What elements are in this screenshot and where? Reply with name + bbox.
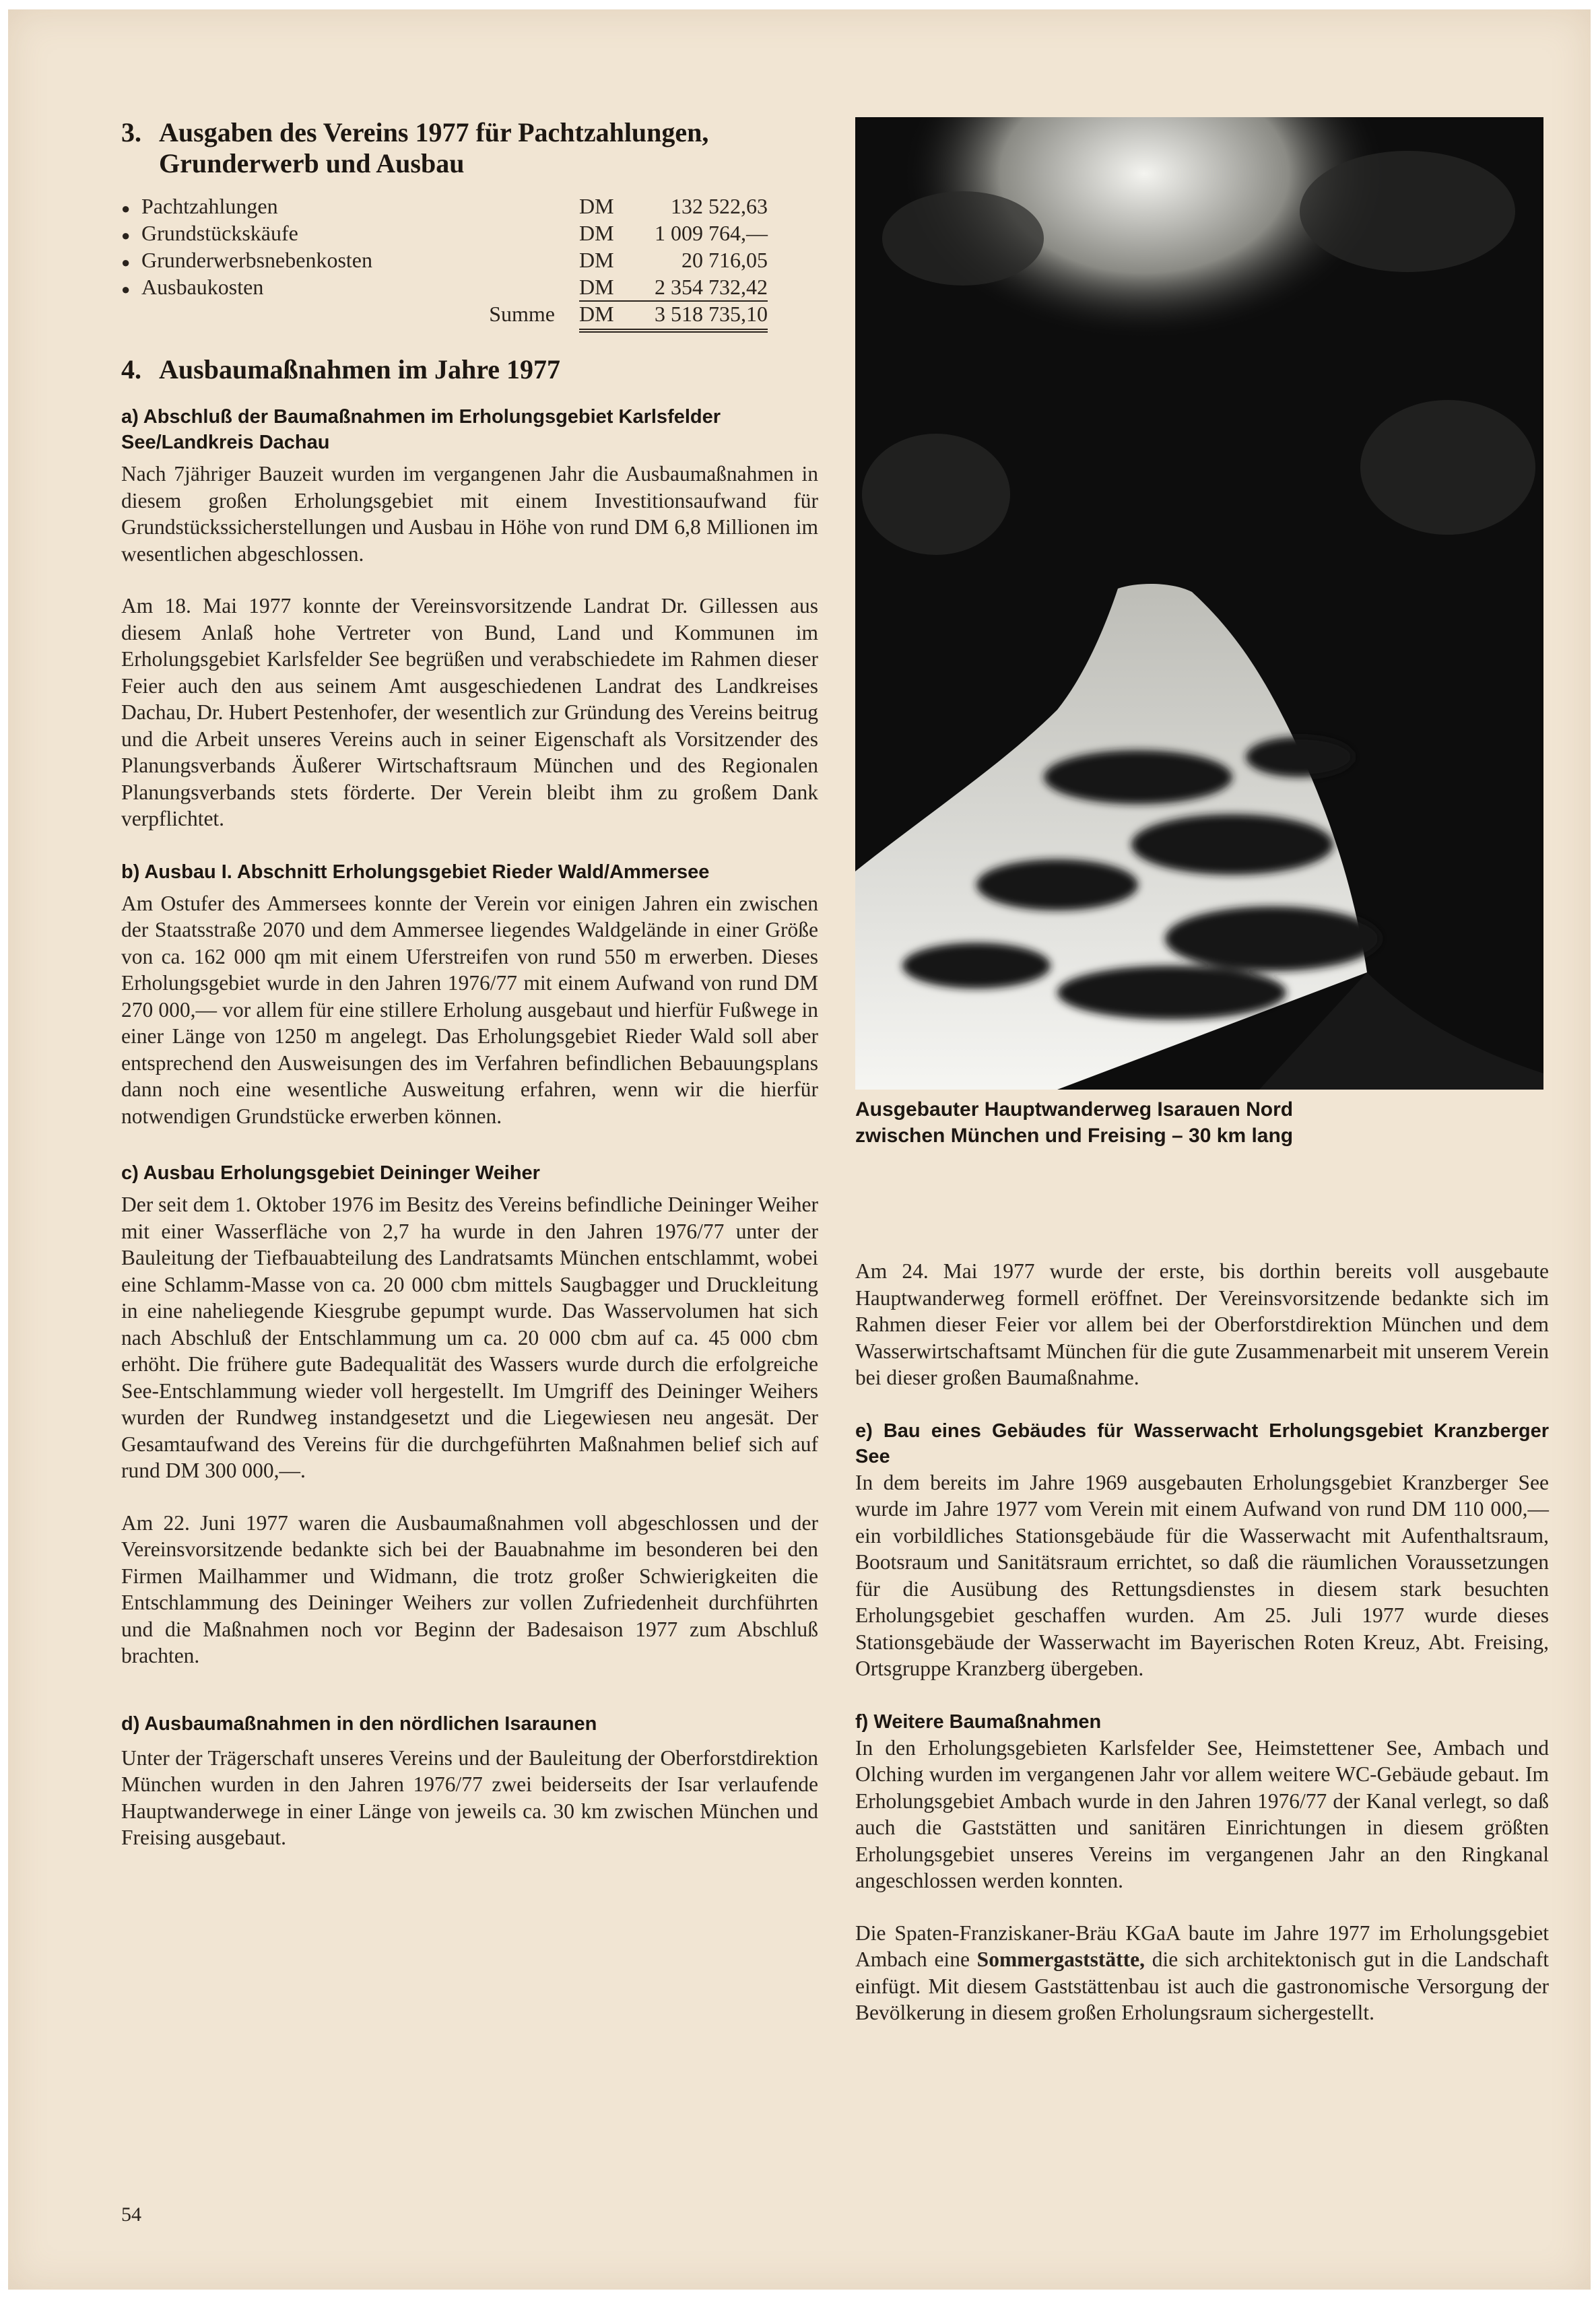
row-label: Grunderwerbsnebenkosten xyxy=(141,248,372,272)
table-row xyxy=(121,246,818,273)
row-amount: 1 009 764,— xyxy=(655,221,768,245)
section-3-title: Ausgaben des Vereins 1977 für Pachtzahlungen, Grunderwerb und Ausbau xyxy=(159,117,709,178)
forest-path-photo xyxy=(855,117,1543,1090)
row-label: Pachtzahlungen xyxy=(141,194,278,218)
paragraph: Am 24. Mai 1977 wurde der erste, bis dorthin bereits voll ausgebaute Hauptwanderweg formell eröffnet. Der Vereinsvorsitzende bedankte sich im Rahmen dieser Feier vor allem bei der Oberforstdirektion München und dem Wasserwirtschaftsamt München für die gute Zusammenarbeit mit unserem Verein bei dieser großen Baumaßnahme. xyxy=(855,1259,1549,1389)
caption-line-2: zwischen München und Freising – 30 km lang xyxy=(855,1125,1294,1147)
subsection-c-heading: c) Ausbau Erholungsgebiet Deininger Weiher xyxy=(121,1162,540,1184)
sum-currency: DM xyxy=(579,302,614,326)
section-4-number: 4. xyxy=(121,354,141,385)
section-4-title: Ausbaumaßnahmen im Jahre 1977 xyxy=(159,354,561,385)
caption-line-1: Ausgebauter Hauptwanderweg Isarauen Nord xyxy=(855,1098,1294,1121)
paragraph: Der seit dem 1. Oktober 1976 im Besitz des Vereins befindliche Deininger Weiher mit einer Wasserfläche von 2,7 ha wurde in den Jahren 1976/77 unter der Bauleitung der Tiefbauabteilung des Landratsamts München entschlammt, wobei eine Schlamm-Masse von ca. 20 000 cbm mittels Saugbagger und Druckleitung in eine naheliegende Kiesgrube gepumpt wurde. Das Wasservolumen hat sich nach Abschluß der Entschlammung um ca. 20 000 cbm auf ca. 45 000 cbm erhöht. Die frühere gute Badequalität des Wassers wurde durch die erfolgreiche See-Entschlammung wieder voll hergestellt. Im Umgriff des Deininger Weihers wurden der Rundweg instandgesetzt und die Liegewiesen neu angesät. Der Gesamtaufwand des Vereins für die durchgeführten Maßnahmen belief sich auf rund DM 300 000,—. xyxy=(121,1193,818,1482)
section-3-number: 3. xyxy=(121,117,141,147)
paragraph: Unter der Trägerschaft unseres Vereins und der Bauleitung der Oberforstdirektion München wurden in den Jahren 1976/77 zwei beiderseits der Isar verlaufende Hauptwanderwege in einer Länge von jeweils ca. 30 km zwischen München und Freising ausgebaut. xyxy=(121,1745,818,1849)
row-currency: DM xyxy=(579,221,614,245)
right-column xyxy=(855,117,1549,2026)
row-amount: 132 522,63 xyxy=(671,194,768,218)
bullet-icon: ● xyxy=(121,254,131,271)
photo-caption xyxy=(855,1096,1549,1149)
sum-label: Summe xyxy=(489,302,555,326)
text-span: die sich architektonisch gut in die Landschaft einfügt. Mit diesem Gaststättenbau ist auch die gastronomische Versorgung der Bevölkerung in diesem großen Erholungsraum sichergestellt. xyxy=(855,1948,1549,2024)
row-currency: DM xyxy=(579,275,614,299)
subsection-f-heading: f) Weitere Baumaßnahmen xyxy=(855,1710,1102,1733)
row-amount: 20 716,05 xyxy=(681,248,768,272)
left-column xyxy=(121,117,818,1851)
subsection-d-heading: d) Ausbaumaßnahmen in den nördlichen Isaraunen xyxy=(121,1712,597,1735)
subsection-a-heading: a) Abschluß der Baumaßnahmen im Erholungsgebiet Karlsfelder See/Landkreis Dachau xyxy=(121,406,721,453)
bullet-icon: ● xyxy=(121,281,131,298)
paragraph: Nach 7jähriger Bauzeit wurden im vergangenen Jahr die Ausbaumaßnahmen in diesem großen Erholungsgebiet mit einem Investitionsaufwand für Grundstückssicherstellungen und Ausbau in Höhe von rund DM 6,8 Millionen im wesentlichen abgeschlossen. xyxy=(121,462,818,566)
row-currency: DM xyxy=(579,248,614,272)
table-row xyxy=(121,220,818,246)
row-label: Ausbaukosten xyxy=(141,275,264,299)
paragraph: Am 18. Mai 1977 konnte der Vereinsvorsitzende Landrat Dr. Gillessen aus diesem Anlaß hohe Vertreter von Bund, Land und Kommunen im Erholungsgebiet Karlsfelder See begrüßen und verabschiedete im Rahmen dieser Feier auch den aus seinem Amt ausgeschiedenen Landrat des Landkreises Dachau, Dr. Hubert Pestenhofer, der wesentlich zur Gründung des Vereins beitrug und die Arbeit unseres Vereins auch in seiner Eigenschaft als Vorsitzender des Planungsverbands Äußerer Wirtschaftsraum München und des Regionalen Planungsverbands stets förderte. Der Verein bleibt ihm zu großem Dank verpflichtet. xyxy=(121,594,818,830)
sum-row xyxy=(121,300,818,327)
row-amount: 2 354 732,42 xyxy=(655,275,768,299)
row-label: Grundstückskäufe xyxy=(141,221,298,245)
subsection-b-heading: b) Ausbau I. Abschnitt Erholungsgebiet Rieder Wald/Ammersee xyxy=(121,861,710,883)
document-page xyxy=(8,9,1591,2290)
row-currency: DM xyxy=(579,194,614,218)
section-3-heading xyxy=(121,117,818,179)
sum-amount: 3 518 735,10 xyxy=(655,302,768,326)
paragraph: In dem bereits im Jahre 1969 ausgebauten Erholungsgebiet Kranzberger See wurde im Jahre 1977 vom Verein mit einem Aufwand von rund DM 110 000,— ein vorbildliches Stationsgebäude für die Wasserwacht mit Aufenthaltsraum, Bootsraum und Sanitätsraum errichtet, so daß die räumlichen Voraussetzungen für die Ausübung des Rettungsdienstes in diesem stark besuchten Erholungsgebiet geschaffen wurden. Am 25. Juli 1977 wurde dieses Stationsgebäude der Wasserwacht im Bayerischen Roten Kreuz, Abt. Freising, Ortsgruppe Kranzberg übergeben. xyxy=(855,1470,1549,1680)
page-number: 54 xyxy=(121,2203,141,2226)
paragraph: Am Ostufer des Ammersees konnte der Verein vor einigen Jahren ein zwischen der Staatsstraße 2070 und dem Ammersee liegendes Waldgelände in einer Größe von ca. 162 000 qm mit einem Uferstreifen von rund 550 m erwerben. Dieses Erholungsgebiet wurde in den Jahren 1976/77 mit einem Aufwand von rund DM 270 000,— vor allem für eine stillere Erholung ausgebaut und hierfür Fußwege in einer Länge von 1250 m angelegt. Das Erholungsgebiet Rieder Wald soll aber entsprechend den Ausweisungen des im Verfahren befindlichen Bebauungsplans dann noch eine wesentliche Ausweitung erfahren, wenn wir die hierfür notwendigen Grundstücke erwerben können. xyxy=(121,891,818,1128)
table-row xyxy=(121,273,818,300)
bullet-icon: ● xyxy=(121,200,131,217)
paragraph: In den Erholungsgebieten Karlsfelder See, Heimstettener See, Ambach und Olching wurden im vergangenen Jahr vor allem weitere WC-Gebäude gebaut. Im Erholungsgebiet Ambach wurde in den Jahren 1976/77 der Kanal verlegt, so daß auch die Gaststätten und sanitären Einrichtungen in diesem größten Erholungsgebiet unseres Vereins im vergangenen Jahr an den Ringkanal angeschlossen werden konnten. xyxy=(855,1735,1549,1892)
paragraph xyxy=(855,1920,1549,2026)
expense-table xyxy=(121,193,818,327)
section-4-heading xyxy=(121,354,818,385)
paragraph: Am 22. Juni 1977 waren die Ausbaumaßnahmen voll abgeschlossen und der Vereinsvorsitzende bedankte sich bei der Bauabnahme im besonderen bei den Firmen Mailhammer und Widmann, die trotz großer Schwierigkeiten die Entschlammung des Deininger Weihers zur vollen Zufriedenheit durchführten und die Maßnahmen noch vor Beginn der Badesaison 1977 zum Abschluß brachten. xyxy=(121,1510,818,1667)
subsection-e-heading: e) Bau eines Gebäudes für Wasserwacht Erholungsgebiet Kranzberger See xyxy=(855,1420,1549,1467)
emphasis-text: Sommergaststätte, xyxy=(976,1948,1145,1971)
text-span: Die Spaten-Franziskaner-Bräu KGaA baute im Jahre 1977 im Erholungsgebiet Ambach eine xyxy=(855,1921,1549,1971)
bullet-icon: ● xyxy=(121,227,131,244)
table-row xyxy=(121,193,818,220)
